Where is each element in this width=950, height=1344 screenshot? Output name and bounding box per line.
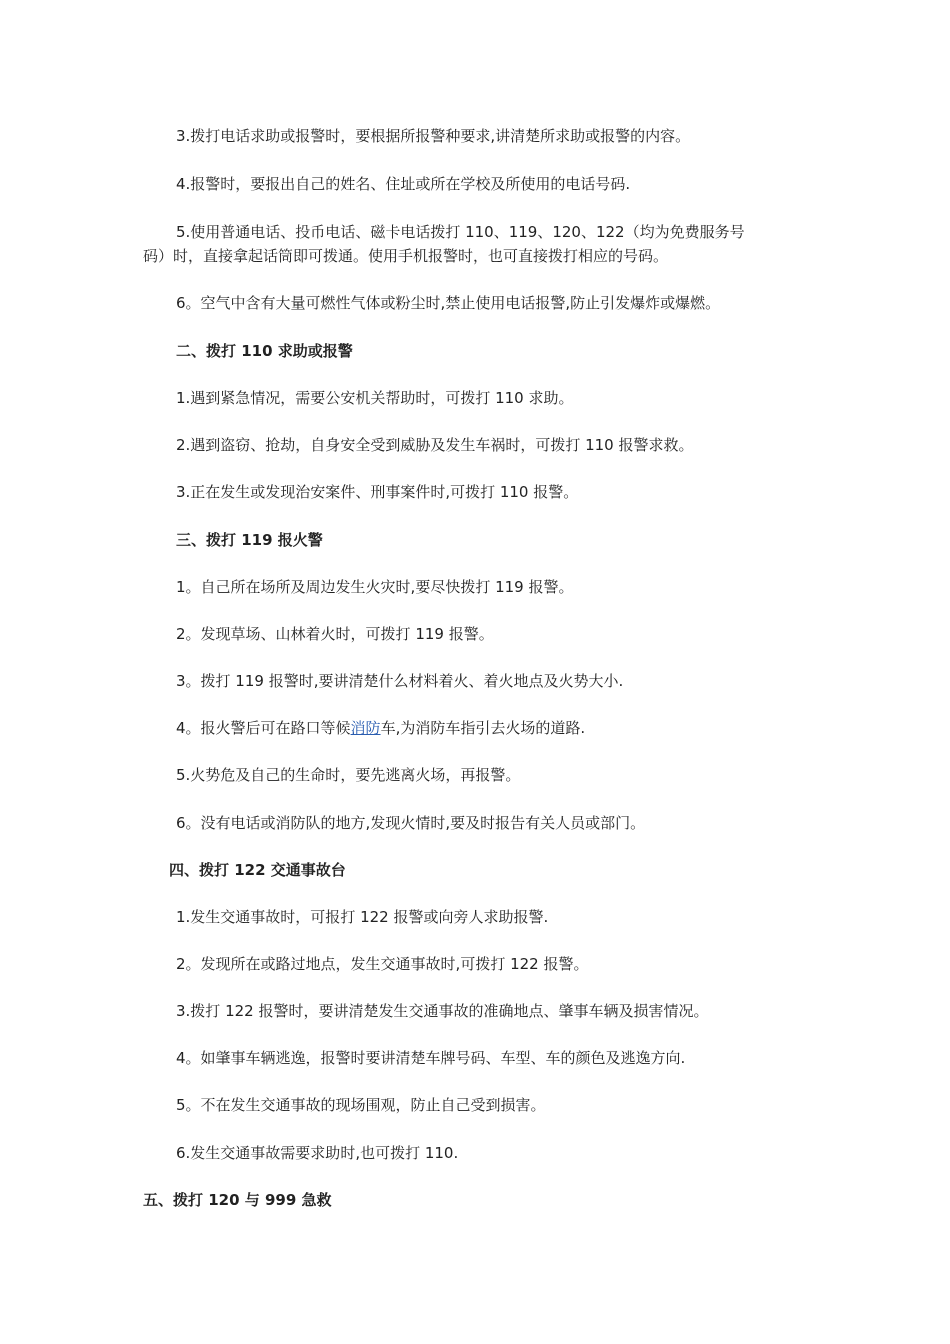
paragraph-item: 3.正在发生或发现治安案件、刑事案件时,可拨打 110 报警。 <box>176 483 579 501</box>
paragraph-item-line1: 5.使用普通电话、投币电话、磁卡电话拨打 110、119、120、122（均为免费服务号 <box>176 223 745 241</box>
paragraph-item: 2。发现草场、山林着火时，可拨打 119 报警。 <box>176 625 494 643</box>
paragraph-item: 4.报警时，要报出自己的姓名、住址或所在学校及所使用的电话号码. <box>176 175 631 193</box>
fire-engine-link[interactable]: 消防 <box>350 719 381 737</box>
paragraph-text: 车,为消防车指引去火场的道路. <box>380 719 586 737</box>
section-heading: 三、拨打 119 报火警 <box>176 531 323 549</box>
paragraph-text: 4。报火警后可在路口等候 <box>176 719 351 737</box>
paragraph-item: 6.发生交通事故需要求助时,也可拨打 110. <box>176 1144 459 1162</box>
paragraph-item: 3.拨打电话求助或报警时，要根据所报警种要求,讲清楚所求助或报警的内容。 <box>176 127 691 145</box>
paragraph-item: 4。如肇事车辆逃逸，报警时要讲清楚车牌号码、车型、车的颜色及逃逸方向. <box>176 1049 686 1067</box>
paragraph-item: 1.发生交通事故时，可报打 122 报警或向旁人求助报警. <box>176 908 549 926</box>
paragraph-item: 2。发现所在或路过地点，发生交通事故时,可拨打 122 报警。 <box>176 955 589 973</box>
paragraph-item: 6。空气中含有大量可燃性气体或粉尘时,禁止使用电话报警,防止引发爆炸或爆燃。 <box>176 294 721 312</box>
paragraph-item: 6。没有电话或消防队的地方,发现火情时,要及时报告有关人员或部门。 <box>176 814 646 832</box>
paragraph-item <box>176 716 585 740</box>
paragraph-item: 1.遇到紧急情况，需要公安机关帮助时，可拨打 110 求助。 <box>176 389 574 407</box>
paragraph-item: 3.拨打 122 报警时，要讲清楚发生交通事故的准确地点、肇事车辆及损害情况。 <box>176 1002 709 1020</box>
paragraph-item: 5.火势危及自己的生命时，要先逃离火场，再报警。 <box>176 766 521 784</box>
paragraph-item: 2.遇到盗窃、抢劫，自身安全受到威胁及发生车祸时，可拨打 110 报警求救。 <box>176 436 694 454</box>
paragraph-item: 1。自己所在场所及周边发生火灾时,要尽快拨打 119 报警。 <box>176 578 574 596</box>
section-heading: 二、拨打 110 求助或报警 <box>176 342 353 360</box>
paragraph-item-line2: 码）时，直接拿起话筒即可拨通。使用手机报警时，也可直接拨打相应的号码。 <box>143 247 669 265</box>
section-heading: 五、拨打 120 与 999 急救 <box>143 1191 332 1209</box>
paragraph-item: 3。拨打 119 报警时,要讲清楚什么材料着火、着火地点及火势大小. <box>176 672 624 690</box>
section-heading: 四、拨打 122 交通事故台 <box>169 861 346 879</box>
paragraph-item: 5。不在发生交通事故的现场围观，防止自己受到损害。 <box>176 1096 546 1114</box>
